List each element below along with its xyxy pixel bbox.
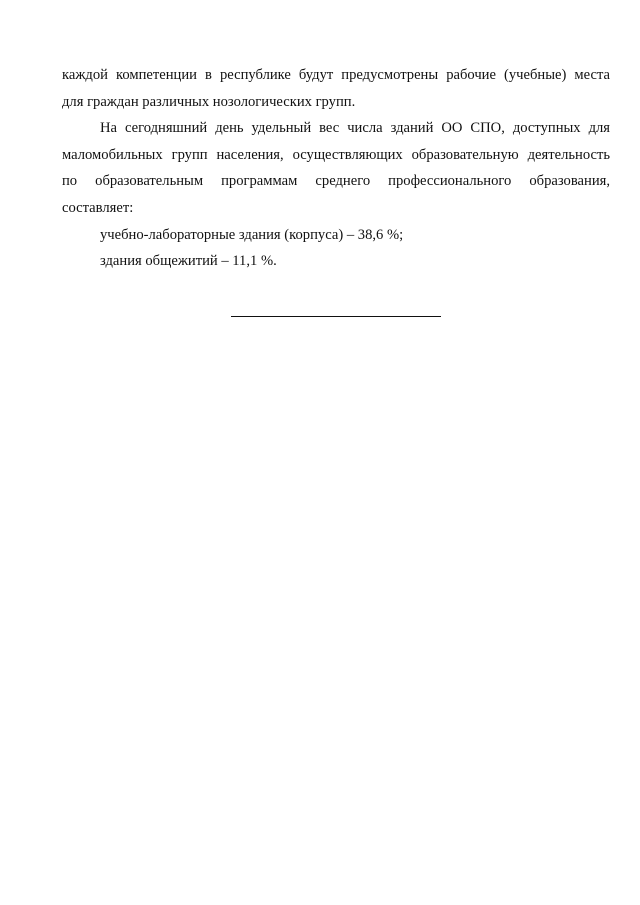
- document-body: [62, 62, 610, 275]
- text-line: составляет:: [62, 199, 134, 216]
- end-separator-line: [231, 316, 441, 317]
- text-line: каждой компетенции в республике будут предусмотрены рабочие (учебные) места: [62, 67, 610, 83]
- list-item-dormitory-buildings: здания общежитий – 11,1 %.: [100, 253, 277, 270]
- text-line: по образовательным программам среднего профессионального образования,: [62, 173, 610, 190]
- text-line: На сегодняшний день удельный вес числа зданий ОО СПО, доступных для: [100, 120, 610, 137]
- paragraph-accessibility: [62, 115, 610, 221]
- list-item-educational-buildings: учебно-лабораторные здания (корпуса) – 38,6 %;: [100, 226, 404, 243]
- text-line: маломобильных групп населения, осуществляющих образовательную деятельность: [62, 146, 610, 163]
- text-line: для граждан различных нозологических групп.: [62, 93, 356, 110]
- paragraph-continuation: [62, 62, 610, 115]
